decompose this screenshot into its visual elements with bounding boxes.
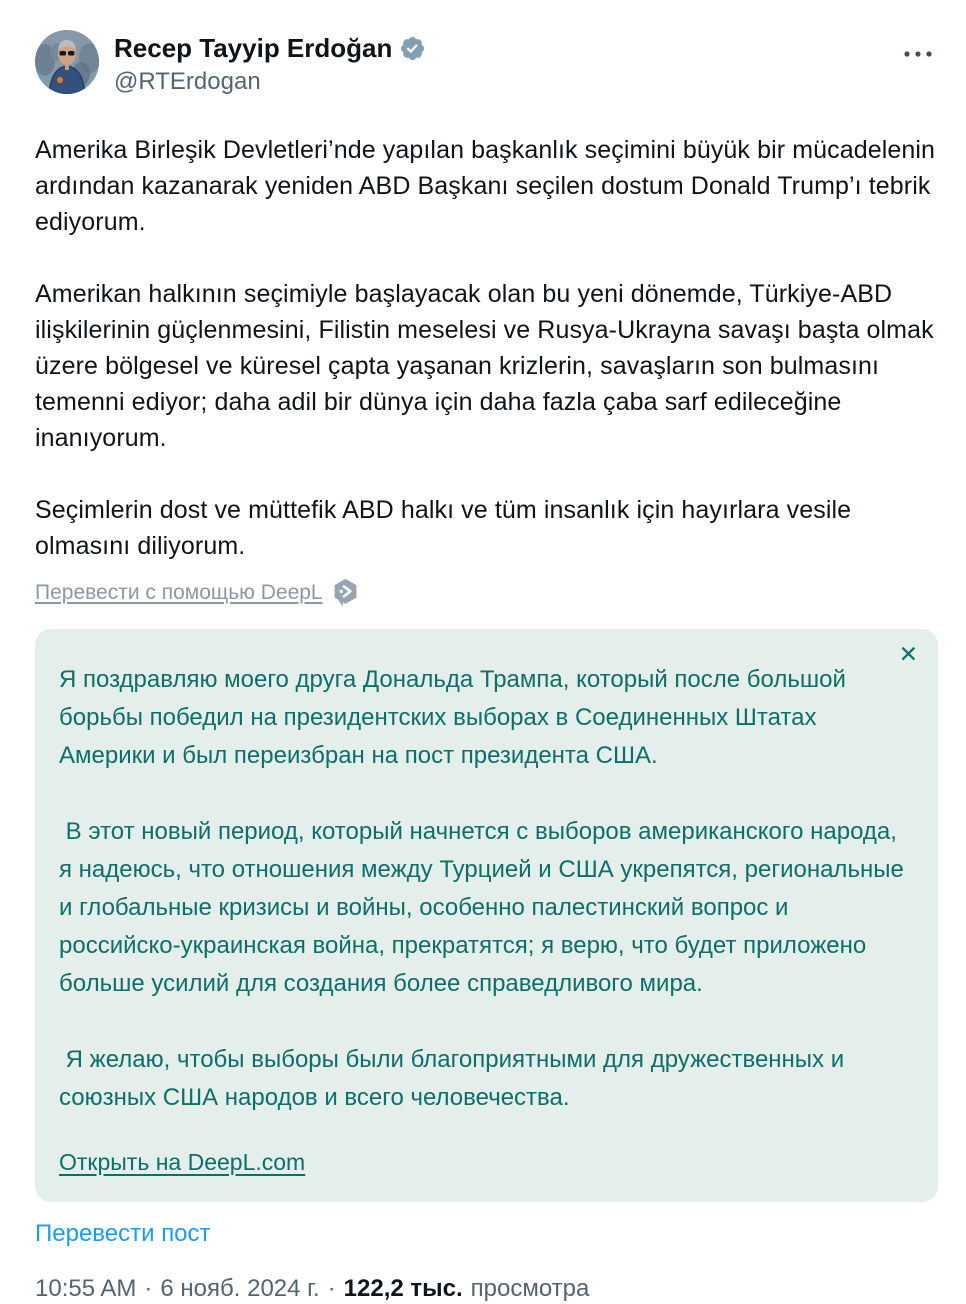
translate-with-deepl-link[interactable]: Перевести с помощью DeepL: [35, 580, 323, 604]
avatar[interactable]: [35, 30, 99, 94]
separator-dot: ·: [144, 1275, 153, 1302]
tweet-text: [35, 132, 938, 564]
author-name-row: [114, 33, 426, 63]
tweet-paragraph: Amerikan halkının seçimiyle başlayacak olan bu yeni dönemde, Türkiye-ABD ilişkilerinin güçlenmesini, Filistin meselesi ve Rusya-Ukrayna savaşı başta olmak üzere bölgesel ve küresel çapta yaşanan krizlerin, savaşların son bulmasını temenni ediyor; daha adil bir dünya için daha fazla çaba sarf edileceğine inanıyorum.: [35, 280, 934, 452]
separator-dot: ·: [327, 1275, 336, 1302]
more-icon: [903, 50, 933, 58]
timestamp-time: 10:55 AM: [35, 1275, 137, 1302]
more-button[interactable]: [898, 38, 938, 70]
views-label: просмотра: [470, 1275, 590, 1302]
verified-badge-icon: [399, 35, 426, 62]
translation-paragraph: В этот новый период, который начнется с выборов американского народа, я надеюсь, что отношения между Турцией и США укрепятся, региональные и глобальные кризисы и войны, особенно палестинский вопрос и российско-украинская война, прекратятся; я верю, что будет приложено больше усилий для создания более справедливого мира.: [59, 818, 904, 997]
tweet-header: [35, 30, 938, 96]
translation-paragraph: Я желаю, чтобы выборы были благоприятными для дружественных и союзных США народов и всего человечества.: [59, 1046, 845, 1111]
translation-paragraph: Я поздравляю моего друга Дональда Трампа, который после большой борьбы победил на президентских выборах в Соединенных Штатах Америки и был переизбран на пост президента США.: [59, 666, 846, 769]
views-count: 122,2 тыс.: [343, 1275, 463, 1302]
author-display-name: Recep Tayyip Erdoğan: [114, 33, 393, 63]
deepl-icon: [332, 578, 359, 607]
avatar-image: [35, 30, 99, 94]
tweet-paragraph: Amerika Birleşik Devletleri’nde yapılan başkanlık seçimini büyük bir mücadelenin ardından kazanarak yeniden ABD Başkanı seçilen dostum Donald Trump’ı tebrik ediyorum.: [35, 136, 936, 236]
deepl-translation-card: [35, 629, 938, 1202]
post-meta: [35, 1274, 938, 1304]
tweet-paragraph: Seçimlerin dost ve müttefik ABD halkı ve tüm insanlık için hayırlara vesile olmasını diliyorum.: [35, 496, 852, 560]
close-icon[interactable]: ✕: [898, 641, 918, 667]
timestamp-date: 6 нояб. 2024 г.: [160, 1275, 320, 1302]
translate-with-deepl-row: [35, 578, 938, 607]
translate-post-link[interactable]: Перевести пост: [35, 1220, 211, 1247]
author-handle: @RTErdogan: [114, 68, 261, 95]
open-on-deepl-link[interactable]: Открыть на DeepL.com: [59, 1149, 306, 1175]
author-identity[interactable]: [114, 30, 426, 96]
